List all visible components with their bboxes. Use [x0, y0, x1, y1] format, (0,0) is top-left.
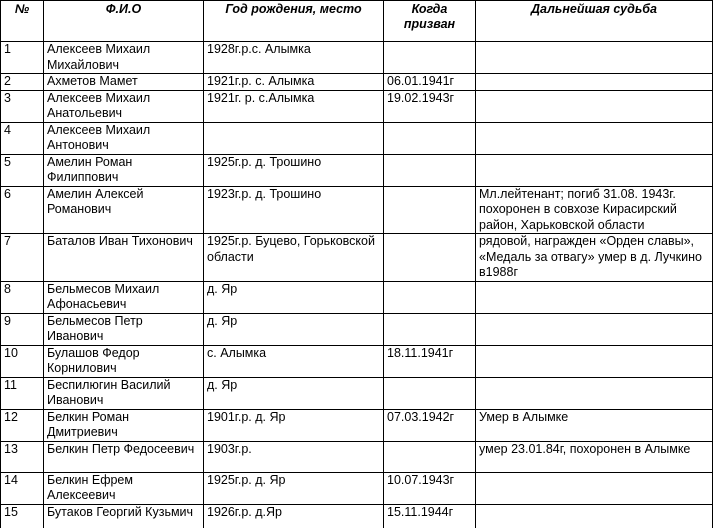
cell-called: [384, 234, 476, 282]
cell-name: Алексеев Михаил Михайлович: [44, 42, 204, 74]
cell-num: 7: [1, 234, 44, 282]
header-year-place: Год рождения, место: [204, 1, 384, 42]
cell-fate: [476, 42, 713, 74]
cell-num: 15: [1, 504, 44, 528]
cell-name: Белкин Петр Федосеевич: [44, 441, 204, 472]
table-row: [1, 345, 713, 377]
table-row: [1, 377, 713, 409]
cell-called: [384, 186, 476, 234]
cell-fate: Мл.лейтенант; погиб 31.08. 1943г. похоронен в совхозе Кирасирский район, Харьковской области: [476, 186, 713, 234]
table-row: [1, 281, 713, 313]
header-called: Когда призван: [384, 1, 476, 42]
cell-name: Белкин Ефрем Алексеевич: [44, 472, 204, 504]
cell-year-place: д. Яр: [204, 377, 384, 409]
cell-name: Бельмесов Петр Иванович: [44, 313, 204, 345]
cell-fate: [476, 74, 713, 91]
cell-name: Белкин Роман Дмитриевич: [44, 409, 204, 441]
header-fate: Дальнейшая судьба: [476, 1, 713, 42]
cell-called: 10.07.1943г: [384, 472, 476, 504]
table-row: [1, 122, 713, 154]
cell-year-place: с. Алымка: [204, 345, 384, 377]
cell-name: Бутаков Георгий Кузьмич: [44, 504, 204, 528]
cell-called: 18.11.1941г: [384, 345, 476, 377]
cell-num: 2: [1, 74, 44, 91]
cell-fate: [476, 504, 713, 528]
cell-fate: умер 23.01.84г, похоронен в Алымке: [476, 441, 713, 472]
cell-num: 12: [1, 409, 44, 441]
cell-name: Алексеев Михаил Антонович: [44, 122, 204, 154]
cell-name: Амелин Роман Филиппович: [44, 154, 204, 186]
cell-fate: [476, 281, 713, 313]
table-header-row: [1, 1, 713, 42]
cell-called: 19.02.1943г: [384, 90, 476, 122]
cell-fate: [476, 90, 713, 122]
table-row: [1, 74, 713, 91]
cell-fate: [476, 313, 713, 345]
cell-name: Булашов Федор Корнилович: [44, 345, 204, 377]
cell-year-place: 1921г.р. с. Алымка: [204, 74, 384, 91]
cell-called: [384, 42, 476, 74]
cell-fate: рядовой, награжден «Орден славы», «Медаль за отвагу» умер в д. Лучкино в1988г: [476, 234, 713, 282]
cell-num: 13: [1, 441, 44, 472]
cell-num: 11: [1, 377, 44, 409]
table-row: [1, 313, 713, 345]
cell-fate: [476, 154, 713, 186]
cell-year-place: 1901г.р. д. Яр: [204, 409, 384, 441]
cell-num: 6: [1, 186, 44, 234]
cell-name: Амелин Алексей Романович: [44, 186, 204, 234]
cell-called: [384, 122, 476, 154]
cell-fate: [476, 122, 713, 154]
cell-fate: [476, 472, 713, 504]
table-row: [1, 234, 713, 282]
cell-year-place: 1903г.р.: [204, 441, 384, 472]
cell-fate: Умер в Алымке: [476, 409, 713, 441]
cell-num: 10: [1, 345, 44, 377]
cell-name: Бельмесов Михаил Афонасьевич: [44, 281, 204, 313]
cell-num: 14: [1, 472, 44, 504]
cell-year-place: 1925г.р. Буцево, Горьковской области: [204, 234, 384, 282]
cell-num: 5: [1, 154, 44, 186]
table-row: [1, 90, 713, 122]
cell-year-place: д. Яр: [204, 313, 384, 345]
cell-num: 8: [1, 281, 44, 313]
cell-num: 3: [1, 90, 44, 122]
table-row: [1, 154, 713, 186]
cell-year-place: 1921г. р. с.Алымка: [204, 90, 384, 122]
cell-called: [384, 154, 476, 186]
cell-fate: [476, 345, 713, 377]
cell-called: 15.11.1944г: [384, 504, 476, 528]
cell-year-place: 1923г.р. д. Трошино: [204, 186, 384, 234]
cell-name: Ахметов Мамет: [44, 74, 204, 91]
cell-called: 07.03.1942г: [384, 409, 476, 441]
header-num: №: [1, 1, 44, 42]
cell-name: Алексеев Михаил Анатольевич: [44, 90, 204, 122]
cell-year-place: 1926г.р. д.Яр: [204, 504, 384, 528]
cell-called: [384, 281, 476, 313]
cell-num: 1: [1, 42, 44, 74]
cell-called: 06.01.1941г: [384, 74, 476, 91]
cell-year-place: 1925г.р. д. Яр: [204, 472, 384, 504]
cell-called: [384, 313, 476, 345]
cell-called: [384, 441, 476, 472]
table-row: [1, 504, 713, 528]
cell-name: Беспилюгин Василий Иванович: [44, 377, 204, 409]
table-row: [1, 42, 713, 74]
cell-num: 4: [1, 122, 44, 154]
cell-year-place: [204, 122, 384, 154]
header-name: Ф.И.О: [44, 1, 204, 42]
cell-name: Баталов Иван Тихонович: [44, 234, 204, 282]
table-body: [1, 42, 713, 528]
cell-year-place: 1925г.р. д. Трошино: [204, 154, 384, 186]
cell-called: [384, 377, 476, 409]
cell-year-place: д. Яр: [204, 281, 384, 313]
table-row: [1, 441, 713, 472]
table-row: [1, 186, 713, 234]
cell-fate: [476, 377, 713, 409]
table-row: [1, 472, 713, 504]
table-row: [1, 409, 713, 441]
cell-num: 9: [1, 313, 44, 345]
cell-year-place: 1928г.р.с. Алымка: [204, 42, 384, 74]
